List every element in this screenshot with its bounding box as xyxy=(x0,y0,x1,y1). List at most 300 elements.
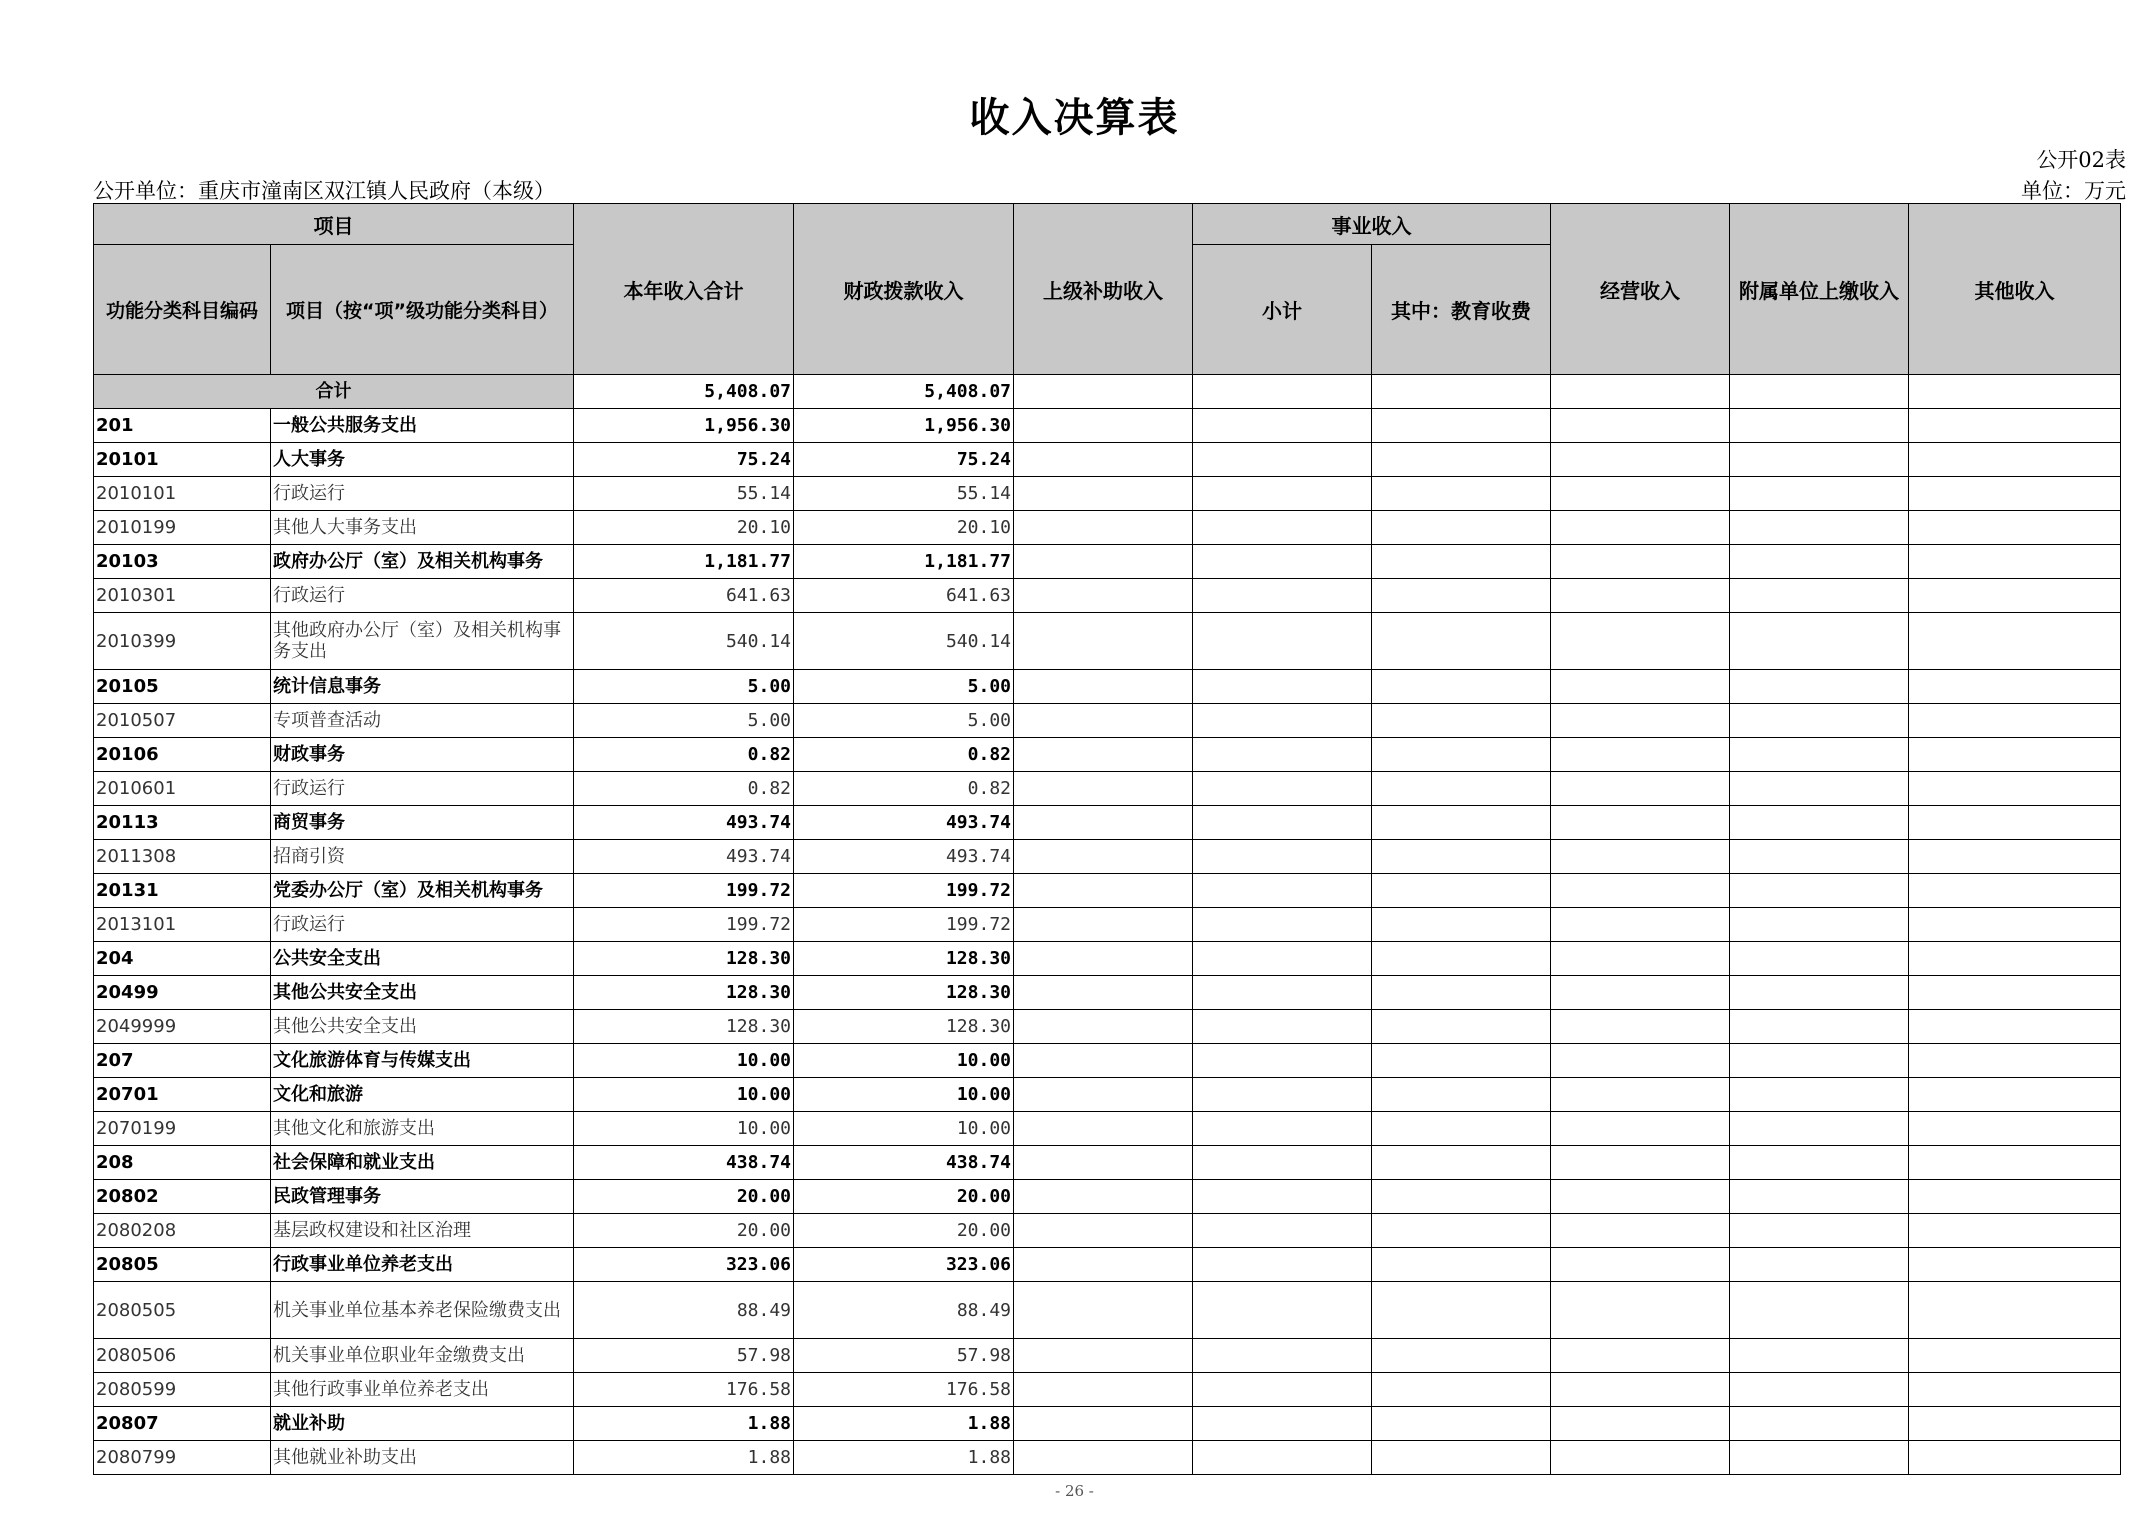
row-total-income: 0.82 xyxy=(574,772,794,806)
row-code: 2010101 xyxy=(94,477,271,511)
total-income-value: 5,408.07 xyxy=(574,375,794,409)
empty-cell xyxy=(1372,409,1551,443)
empty-cell xyxy=(1014,908,1193,942)
empty-cell xyxy=(1551,1146,1730,1180)
row-total-income: 323.06 xyxy=(574,1248,794,1282)
empty-cell xyxy=(1909,1373,2121,1407)
empty-cell xyxy=(1730,1146,1909,1180)
empty-cell xyxy=(1909,409,2121,443)
empty-cell xyxy=(1551,443,1730,477)
empty-cell xyxy=(1730,1407,1909,1441)
empty-cell xyxy=(1730,511,1909,545)
empty-cell xyxy=(1909,1078,2121,1112)
empty-cell xyxy=(1909,1146,2121,1180)
empty-cell xyxy=(1730,1282,1909,1339)
empty-cell xyxy=(1193,1373,1372,1407)
empty-cell xyxy=(1193,1146,1372,1180)
row-name: 行政运行 xyxy=(271,772,574,806)
empty-cell xyxy=(1372,806,1551,840)
empty-cell xyxy=(1014,1339,1193,1373)
empty-cell xyxy=(1551,1112,1730,1146)
row-fiscal: 88.49 xyxy=(794,1282,1014,1339)
row-fiscal: 641.63 xyxy=(794,579,1014,613)
empty-cell xyxy=(1372,1248,1551,1282)
empty-cell xyxy=(1372,670,1551,704)
empty-cell xyxy=(1372,1373,1551,1407)
row-code: 2080208 xyxy=(94,1214,271,1248)
row-code: 2070199 xyxy=(94,1112,271,1146)
row-code: 20106 xyxy=(94,738,271,772)
empty-cell xyxy=(1372,1044,1551,1078)
table-row xyxy=(94,840,2121,874)
row-name: 机关事业单位基本养老保险缴费支出 xyxy=(271,1282,574,1339)
empty-cell xyxy=(1551,1180,1730,1214)
row-total-income: 540.14 xyxy=(574,613,794,670)
row-fiscal: 75.24 xyxy=(794,443,1014,477)
row-fiscal: 5.00 xyxy=(794,670,1014,704)
empty-cell xyxy=(1909,613,2121,670)
row-total-income: 641.63 xyxy=(574,579,794,613)
empty-cell xyxy=(1193,477,1372,511)
table-row xyxy=(94,613,2121,670)
empty-cell xyxy=(1193,1180,1372,1214)
table-row xyxy=(94,976,2121,1010)
header-total-income: 本年收入合计 xyxy=(574,204,794,375)
empty-cell xyxy=(1551,772,1730,806)
empty-cell xyxy=(1014,1146,1193,1180)
empty-cell xyxy=(1730,772,1909,806)
row-fiscal: 1,956.30 xyxy=(794,409,1014,443)
empty-cell xyxy=(1372,942,1551,976)
header-subtotal: 小计 xyxy=(1193,245,1372,375)
empty-cell xyxy=(1730,874,1909,908)
row-total-income: 10.00 xyxy=(574,1044,794,1078)
empty-cell xyxy=(1551,704,1730,738)
empty-cell xyxy=(1372,613,1551,670)
row-fiscal: 540.14 xyxy=(794,613,1014,670)
row-fiscal: 0.82 xyxy=(794,738,1014,772)
table-row xyxy=(94,1282,2121,1339)
empty-cell xyxy=(1551,1339,1730,1373)
empty-cell xyxy=(1372,772,1551,806)
row-total-income: 438.74 xyxy=(574,1146,794,1180)
empty-cell xyxy=(1014,477,1193,511)
row-fiscal: 0.82 xyxy=(794,772,1014,806)
empty-cell xyxy=(1909,443,2121,477)
empty-cell xyxy=(1551,942,1730,976)
table-number: 公开02表 xyxy=(2036,148,2126,172)
empty-cell xyxy=(1909,545,2121,579)
empty-cell xyxy=(1730,1214,1909,1248)
empty-cell xyxy=(1551,1373,1730,1407)
empty-cell xyxy=(1014,1441,1193,1475)
header-fiscal: 财政拨款收入 xyxy=(794,204,1014,375)
row-fiscal: 493.74 xyxy=(794,840,1014,874)
empty-cell xyxy=(1551,1441,1730,1475)
table-row xyxy=(94,704,2121,738)
row-name: 其他就业补助支出 xyxy=(271,1441,574,1475)
empty-cell xyxy=(1193,443,1372,477)
empty-cell xyxy=(1909,1441,2121,1475)
empty-cell xyxy=(1909,738,2121,772)
empty-cell xyxy=(1193,1214,1372,1248)
header-operating: 经营收入 xyxy=(1551,204,1730,375)
empty-cell xyxy=(1014,1282,1193,1339)
row-name: 文化和旅游 xyxy=(271,1078,574,1112)
row-total-income: 57.98 xyxy=(574,1339,794,1373)
empty-cell xyxy=(1551,1044,1730,1078)
row-name: 民政管理事务 xyxy=(271,1180,574,1214)
row-code: 20105 xyxy=(94,670,271,704)
income-table xyxy=(93,203,2121,1475)
empty-cell xyxy=(1014,443,1193,477)
empty-cell xyxy=(1372,1339,1551,1373)
empty-cell xyxy=(1551,670,1730,704)
empty-cell xyxy=(1193,806,1372,840)
row-total-income: 10.00 xyxy=(574,1112,794,1146)
empty-cell xyxy=(1551,1248,1730,1282)
empty-cell xyxy=(1014,874,1193,908)
row-name: 专项普查活动 xyxy=(271,704,574,738)
table-row xyxy=(94,806,2121,840)
empty-cell xyxy=(1551,1282,1730,1339)
row-fiscal: 176.58 xyxy=(794,1373,1014,1407)
empty-cell xyxy=(1909,1010,2121,1044)
row-fiscal: 128.30 xyxy=(794,976,1014,1010)
table-row xyxy=(94,579,2121,613)
empty-cell xyxy=(1551,409,1730,443)
row-code: 2080599 xyxy=(94,1373,271,1407)
header-func-name: 项目（按“项”级功能分类科目） xyxy=(271,245,574,375)
row-code: 204 xyxy=(94,942,271,976)
empty-cell xyxy=(1551,874,1730,908)
empty-cell xyxy=(1014,976,1193,1010)
empty-cell xyxy=(1730,1441,1909,1475)
empty-cell xyxy=(1909,976,2121,1010)
row-name: 商贸事务 xyxy=(271,806,574,840)
empty-cell xyxy=(1193,704,1372,738)
empty-cell xyxy=(1014,772,1193,806)
row-fiscal: 5.00 xyxy=(794,704,1014,738)
page-title: 收入决算表 xyxy=(969,94,1180,141)
row-name: 行政事业单位养老支出 xyxy=(271,1248,574,1282)
row-code: 2080505 xyxy=(94,1282,271,1339)
empty-cell xyxy=(1193,409,1372,443)
row-name: 机关事业单位职业年金缴费支出 xyxy=(271,1339,574,1373)
row-fiscal: 1.88 xyxy=(794,1441,1014,1475)
empty-cell xyxy=(1551,613,1730,670)
row-name: 财政事务 xyxy=(271,738,574,772)
row-fiscal: 128.30 xyxy=(794,1010,1014,1044)
empty-cell xyxy=(1372,738,1551,772)
row-name: 政府办公厅（室）及相关机构事务 xyxy=(271,545,574,579)
empty-cell xyxy=(1193,670,1372,704)
empty-cell xyxy=(1372,1214,1551,1248)
empty-cell xyxy=(1372,477,1551,511)
row-name: 行政运行 xyxy=(271,477,574,511)
empty-cell xyxy=(1551,1010,1730,1044)
empty-cell xyxy=(1014,545,1193,579)
empty-cell xyxy=(1730,409,1909,443)
empty-cell xyxy=(1730,738,1909,772)
empty-cell xyxy=(1551,840,1730,874)
row-total-income: 0.82 xyxy=(574,738,794,772)
table-row xyxy=(94,1441,2121,1475)
row-total-income: 75.24 xyxy=(574,443,794,477)
empty-cell xyxy=(1551,1407,1730,1441)
row-total-income: 199.72 xyxy=(574,908,794,942)
empty-cell xyxy=(1014,1373,1193,1407)
row-name: 基层政权建设和社区治理 xyxy=(271,1214,574,1248)
empty-cell xyxy=(1551,511,1730,545)
row-fiscal: 323.06 xyxy=(794,1248,1014,1282)
empty-cell xyxy=(1014,670,1193,704)
row-fiscal: 199.72 xyxy=(794,874,1014,908)
empty-cell xyxy=(1193,1282,1372,1339)
table-row xyxy=(94,1180,2121,1214)
empty-cell xyxy=(1372,443,1551,477)
row-code: 20131 xyxy=(94,874,271,908)
empty-cell xyxy=(1909,1180,2121,1214)
header-func-code: 功能分类科目编码 xyxy=(94,245,271,375)
row-code: 20101 xyxy=(94,443,271,477)
table-row xyxy=(94,772,2121,806)
empty-cell xyxy=(1372,1407,1551,1441)
row-code: 2080799 xyxy=(94,1441,271,1475)
empty-cell xyxy=(1730,545,1909,579)
row-code: 2010301 xyxy=(94,579,271,613)
empty-cell xyxy=(1730,443,1909,477)
empty-cell xyxy=(1909,477,2121,511)
reporting-unit: 公开单位：重庆市潼南区双江镇人民政府（本级） xyxy=(93,179,555,203)
table-row xyxy=(94,1044,2121,1078)
row-fiscal: 20.10 xyxy=(794,511,1014,545)
row-code: 2010507 xyxy=(94,704,271,738)
empty-cell xyxy=(1193,579,1372,613)
empty-cell xyxy=(1372,1010,1551,1044)
empty-cell xyxy=(1551,1078,1730,1112)
empty-cell xyxy=(1372,908,1551,942)
empty-cell xyxy=(1372,1282,1551,1339)
table-row xyxy=(94,942,2121,976)
empty-cell xyxy=(1909,1407,2121,1441)
empty-cell xyxy=(1909,511,2121,545)
row-fiscal: 20.00 xyxy=(794,1180,1014,1214)
empty-cell xyxy=(1014,806,1193,840)
empty-cell xyxy=(1730,579,1909,613)
empty-cell xyxy=(1014,1214,1193,1248)
empty-cell xyxy=(1730,704,1909,738)
total-row xyxy=(94,375,2121,409)
empty-cell xyxy=(1551,738,1730,772)
row-total-income: 20.10 xyxy=(574,511,794,545)
empty-cell xyxy=(1014,1044,1193,1078)
empty-cell xyxy=(1730,976,1909,1010)
table-row xyxy=(94,1214,2121,1248)
row-code: 2013101 xyxy=(94,908,271,942)
row-name: 统计信息事务 xyxy=(271,670,574,704)
table-row xyxy=(94,409,2121,443)
empty-cell xyxy=(1909,1248,2121,1282)
row-total-income: 5.00 xyxy=(574,704,794,738)
row-code: 20701 xyxy=(94,1078,271,1112)
empty-cell xyxy=(1551,477,1730,511)
row-total-income: 55.14 xyxy=(574,477,794,511)
empty-cell xyxy=(1193,613,1372,670)
row-name: 其他行政事业单位养老支出 xyxy=(271,1373,574,1407)
empty-cell xyxy=(1193,1248,1372,1282)
row-total-income: 20.00 xyxy=(574,1214,794,1248)
empty-cell xyxy=(1730,1044,1909,1078)
empty-cell xyxy=(1193,772,1372,806)
empty-cell xyxy=(1551,806,1730,840)
empty-cell xyxy=(1014,1078,1193,1112)
empty-cell xyxy=(1193,1407,1372,1441)
empty-cell xyxy=(1014,613,1193,670)
empty-cell xyxy=(1372,579,1551,613)
empty-cell xyxy=(1909,772,2121,806)
empty-cell xyxy=(1730,1248,1909,1282)
empty-cell xyxy=(1909,908,2121,942)
empty-cell xyxy=(1551,908,1730,942)
table-row xyxy=(94,1339,2121,1373)
row-code: 20805 xyxy=(94,1248,271,1282)
empty-cell xyxy=(1014,1407,1193,1441)
total-fiscal-value: 5,408.07 xyxy=(794,375,1014,409)
empty-cell xyxy=(1193,908,1372,942)
table-row xyxy=(94,477,2121,511)
empty-cell xyxy=(1014,1010,1193,1044)
table-row xyxy=(94,1373,2121,1407)
empty-cell xyxy=(1551,579,1730,613)
empty-cell xyxy=(1193,738,1372,772)
empty-cell xyxy=(1014,1112,1193,1146)
row-name: 其他文化和旅游支出 xyxy=(271,1112,574,1146)
row-total-income: 128.30 xyxy=(574,1010,794,1044)
header-project: 项目 xyxy=(94,204,574,245)
empty-cell xyxy=(1730,806,1909,840)
empty-cell xyxy=(1193,1339,1372,1373)
empty-cell xyxy=(1730,1373,1909,1407)
row-name: 行政运行 xyxy=(271,908,574,942)
empty-cell xyxy=(1372,976,1551,1010)
row-code: 20499 xyxy=(94,976,271,1010)
header-education-fee: 其中：教育收费 xyxy=(1372,245,1551,375)
row-fiscal: 10.00 xyxy=(794,1078,1014,1112)
row-fiscal: 438.74 xyxy=(794,1146,1014,1180)
row-code: 2010601 xyxy=(94,772,271,806)
row-code: 2011308 xyxy=(94,840,271,874)
row-fiscal: 10.00 xyxy=(794,1112,1014,1146)
header-superior: 上级补助收入 xyxy=(1014,204,1193,375)
row-total-income: 1,181.77 xyxy=(574,545,794,579)
table-row xyxy=(94,670,2121,704)
empty-cell xyxy=(1372,874,1551,908)
row-total-income: 1,956.30 xyxy=(574,409,794,443)
empty-cell xyxy=(1014,409,1193,443)
empty-cell xyxy=(1014,1248,1193,1282)
row-code: 20103 xyxy=(94,545,271,579)
empty-cell xyxy=(1193,1441,1372,1475)
empty-cell xyxy=(1730,840,1909,874)
empty-cell xyxy=(1909,670,2121,704)
empty-cell xyxy=(1730,613,1909,670)
empty-cell xyxy=(1730,670,1909,704)
row-name: 就业补助 xyxy=(271,1407,574,1441)
empty-cell xyxy=(1014,840,1193,874)
row-total-income: 199.72 xyxy=(574,874,794,908)
empty-cell xyxy=(1372,545,1551,579)
empty-cell xyxy=(1909,806,2121,840)
row-code: 20807 xyxy=(94,1407,271,1441)
empty-cell xyxy=(1372,1180,1551,1214)
empty-cell xyxy=(1193,874,1372,908)
empty-cell xyxy=(1014,511,1193,545)
empty-cell xyxy=(1730,1112,1909,1146)
row-total-income: 493.74 xyxy=(574,806,794,840)
empty-cell xyxy=(1909,704,2121,738)
empty-cell xyxy=(1730,1078,1909,1112)
empty-cell xyxy=(1909,1339,2121,1373)
row-total-income: 176.58 xyxy=(574,1373,794,1407)
table-row xyxy=(94,1146,2121,1180)
row-code: 2010399 xyxy=(94,613,271,670)
empty-cell xyxy=(1909,1282,2121,1339)
currency-unit: 单位：万元 xyxy=(2021,179,2126,203)
empty-cell xyxy=(1193,840,1372,874)
header-other: 其他收入 xyxy=(1909,204,2121,375)
row-code: 208 xyxy=(94,1146,271,1180)
row-fiscal: 57.98 xyxy=(794,1339,1014,1373)
empty-cell xyxy=(1014,942,1193,976)
row-fiscal: 20.00 xyxy=(794,1214,1014,1248)
table-row xyxy=(94,908,2121,942)
empty-cell xyxy=(1372,511,1551,545)
empty-cell xyxy=(1014,738,1193,772)
row-fiscal: 10.00 xyxy=(794,1044,1014,1078)
empty-cell xyxy=(1193,1010,1372,1044)
row-total-income: 128.30 xyxy=(574,942,794,976)
empty-cell xyxy=(1909,1214,2121,1248)
row-code: 2010199 xyxy=(94,511,271,545)
row-total-income: 20.00 xyxy=(574,1180,794,1214)
empty-cell xyxy=(1014,704,1193,738)
row-name: 其他公共安全支出 xyxy=(271,1010,574,1044)
row-code: 20802 xyxy=(94,1180,271,1214)
row-name: 社会保障和就业支出 xyxy=(271,1146,574,1180)
empty-cell xyxy=(1014,1180,1193,1214)
row-total-income: 1.88 xyxy=(574,1407,794,1441)
empty-cell xyxy=(1193,1078,1372,1112)
row-total-income: 10.00 xyxy=(574,1078,794,1112)
empty-cell xyxy=(1372,704,1551,738)
row-fiscal: 199.72 xyxy=(794,908,1014,942)
table-row xyxy=(94,738,2121,772)
empty-cell xyxy=(1730,1180,1909,1214)
empty-cell xyxy=(1551,545,1730,579)
row-total-income: 88.49 xyxy=(574,1282,794,1339)
empty-cell xyxy=(1372,1441,1551,1475)
empty-cell xyxy=(1551,1214,1730,1248)
row-total-income: 128.30 xyxy=(574,976,794,1010)
table-row xyxy=(94,1112,2121,1146)
empty-cell xyxy=(1372,840,1551,874)
empty-cell xyxy=(1193,511,1372,545)
empty-cell xyxy=(1193,976,1372,1010)
empty-cell xyxy=(1730,477,1909,511)
empty-cell xyxy=(1551,976,1730,1010)
empty-cell xyxy=(1730,942,1909,976)
